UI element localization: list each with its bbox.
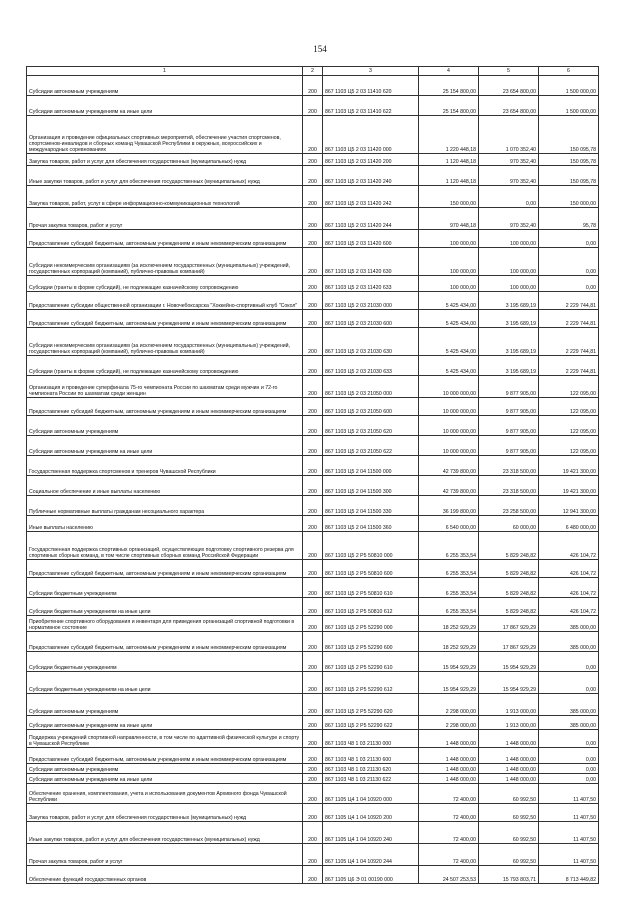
row-code-cell: 200 bbox=[303, 456, 323, 476]
row-code-cell: 200 bbox=[303, 436, 323, 456]
row-kbk-cell: 867 1103 Ц5 2 03 11410 622 bbox=[323, 96, 419, 116]
row-executed-cell: 23 318 500,00 bbox=[479, 476, 539, 496]
table-row bbox=[27, 716, 599, 730]
row-unexecuted-cell: 19 421 300,00 bbox=[539, 456, 599, 476]
table-row bbox=[27, 476, 599, 496]
column-header: 4 bbox=[419, 67, 479, 76]
table-row bbox=[27, 532, 599, 560]
row-executed-cell: 9 877 905,00 bbox=[479, 398, 539, 416]
row-kbk-cell: 867 1103 Ч8 1 03 21130 622 bbox=[323, 774, 419, 784]
row-unexecuted-cell: 1 500 000,00 bbox=[539, 76, 599, 96]
row-name-cell: Публичные нормативные выплаты гражданам несоциального характера bbox=[27, 496, 303, 516]
row-unexecuted-cell: 0,00 bbox=[539, 248, 599, 276]
row-code-cell: 200 bbox=[303, 398, 323, 416]
table-row bbox=[27, 496, 599, 516]
row-approved-cell: 10 000 000,00 bbox=[419, 416, 479, 436]
row-kbk-cell: 867 1103 Ц5 2 03 11420 600 bbox=[323, 230, 419, 248]
table-row bbox=[27, 804, 599, 822]
row-unexecuted-cell: 0,00 bbox=[539, 748, 599, 764]
table-row bbox=[27, 822, 599, 844]
row-approved-cell: 18 252 929,29 bbox=[419, 616, 479, 632]
row-executed-cell: 60 992,50 bbox=[479, 784, 539, 804]
row-executed-cell: 1 913 000,00 bbox=[479, 694, 539, 716]
budget-table bbox=[26, 66, 599, 884]
row-executed-cell: 15 954 929,29 bbox=[479, 652, 539, 672]
row-name-cell: Организация и проведение суперфинала 75-го чемпионата России по шахматам среди мужчин и 72-го чемпионата России по шахматам среди женщин bbox=[27, 376, 303, 398]
column-header: 6 bbox=[539, 67, 599, 76]
row-name-cell: Прочая закупка товаров, работ и услуг bbox=[27, 844, 303, 866]
row-code-cell: 200 bbox=[303, 560, 323, 578]
row-kbk-cell: 867 1105 Ц4 1 04 10920 244 bbox=[323, 844, 419, 866]
table-row bbox=[27, 730, 599, 748]
column-header: 2 bbox=[303, 67, 323, 76]
row-unexecuted-cell: 385 000,00 bbox=[539, 694, 599, 716]
row-code-cell: 200 bbox=[303, 774, 323, 784]
row-unexecuted-cell: 385 000,00 bbox=[539, 716, 599, 730]
row-code-cell: 200 bbox=[303, 356, 323, 376]
row-code-cell: 200 bbox=[303, 632, 323, 652]
row-approved-cell: 2 298 000,00 bbox=[419, 716, 479, 730]
row-approved-cell: 100 000,00 bbox=[419, 230, 479, 248]
row-executed-cell: 15 793 803,71 bbox=[479, 866, 539, 884]
row-kbk-cell: 867 1103 Ц5 2 03 11410 620 bbox=[323, 76, 419, 96]
row-executed-cell: 5 829 248,82 bbox=[479, 598, 539, 616]
row-executed-cell: 15 954 929,29 bbox=[479, 672, 539, 694]
row-code-cell: 200 bbox=[303, 598, 323, 616]
row-code-cell: 200 bbox=[303, 476, 323, 496]
row-name-cell: Обеспечение функций государственных органов bbox=[27, 866, 303, 884]
row-executed-cell: 100 000,00 bbox=[479, 230, 539, 248]
row-kbk-cell: 867 1105 Ц6 Э 01 00190 000 bbox=[323, 866, 419, 884]
row-executed-cell: 970 352,40 bbox=[479, 154, 539, 166]
row-executed-cell: 1 070 352,40 bbox=[479, 116, 539, 154]
row-unexecuted-cell: 0,00 bbox=[539, 730, 599, 748]
row-approved-cell: 5 425 434,00 bbox=[419, 328, 479, 356]
row-code-cell: 200 bbox=[303, 804, 323, 822]
row-kbk-cell: 867 1103 Ч8 1 03 21130 000 bbox=[323, 730, 419, 748]
row-name-cell: Субсидии бюджетным учреждениям bbox=[27, 652, 303, 672]
row-unexecuted-cell: 6 480 000,00 bbox=[539, 516, 599, 532]
row-name-cell: Субсидии некоммерческим организациям (за исключением государственных (муниципальных) учреждений, государственных корпораций (компаний), публично-правовых компаний) bbox=[27, 248, 303, 276]
row-name-cell: Государственная поддержка спортивных организаций, осуществляющих подготовку спортивного резерва для спортивных сборных команд, в том числе спортивных сборных команд Российской Федерации bbox=[27, 532, 303, 560]
row-name-cell: Субсидии автономным учреждениям на иные цели bbox=[27, 716, 303, 730]
row-name-cell: Субсидии автономным учреждениям на иные цели bbox=[27, 774, 303, 784]
row-code-cell: 200 bbox=[303, 784, 323, 804]
row-kbk-cell: 867 1103 Ц5 2 03 11420 633 bbox=[323, 276, 419, 292]
table-row bbox=[27, 328, 599, 356]
row-name-cell: Государственная поддержка спортсменов и тренеров Чувашской Республики bbox=[27, 456, 303, 476]
row-approved-cell: 36 199 800,00 bbox=[419, 496, 479, 516]
row-unexecuted-cell: 426 104,72 bbox=[539, 598, 599, 616]
row-unexecuted-cell: 11 407,50 bbox=[539, 822, 599, 844]
row-unexecuted-cell: 0,00 bbox=[539, 276, 599, 292]
row-code-cell: 200 bbox=[303, 748, 323, 764]
row-kbk-cell: 867 1103 Ц5 2 03 11420 240 bbox=[323, 166, 419, 186]
row-approved-cell: 72 400,00 bbox=[419, 822, 479, 844]
row-executed-cell: 1 448 000,00 bbox=[479, 730, 539, 748]
row-executed-cell: 17 867 929,29 bbox=[479, 632, 539, 652]
row-executed-cell: 1 448 000,00 bbox=[479, 748, 539, 764]
row-code-cell: 200 bbox=[303, 822, 323, 844]
row-kbk-cell: 867 1103 Ч8 1 03 21130 620 bbox=[323, 764, 419, 774]
row-approved-cell: 5 425 434,00 bbox=[419, 310, 479, 328]
row-kbk-cell: 867 1103 Ц5 2 P5 52290 000 bbox=[323, 616, 419, 632]
row-code-cell: 200 bbox=[303, 292, 323, 310]
row-approved-cell: 72 400,00 bbox=[419, 844, 479, 866]
table-row bbox=[27, 748, 599, 764]
row-name-cell: Предоставление субсидий бюджетным, автономным учреждениям и иным некоммерческим организациям bbox=[27, 230, 303, 248]
row-unexecuted-cell: 1 500 000,00 bbox=[539, 96, 599, 116]
row-name-cell: Субсидии бюджетным учреждениям на иные цели bbox=[27, 672, 303, 694]
row-name-cell: Закупка товаров, работ и услуг для обеспечения государственных (муниципальных) нужд bbox=[27, 804, 303, 822]
row-kbk-cell: 867 1103 Ц5 2 P5 52290 620 bbox=[323, 694, 419, 716]
row-executed-cell: 3 195 689,19 bbox=[479, 328, 539, 356]
row-kbk-cell: 867 1103 Ц5 2 03 21030 000 bbox=[323, 292, 419, 310]
column-header: 1 bbox=[27, 67, 303, 76]
row-name-cell: Иные выплаты населению bbox=[27, 516, 303, 532]
row-kbk-cell: 867 1103 Ц5 2 03 21030 600 bbox=[323, 310, 419, 328]
row-kbk-cell: 867 1103 Ц5 2 03 21050 622 bbox=[323, 436, 419, 456]
row-code-cell: 200 bbox=[303, 716, 323, 730]
row-code-cell: 200 bbox=[303, 186, 323, 208]
row-kbk-cell: 867 1103 Ц5 2 03 11420 244 bbox=[323, 208, 419, 230]
row-kbk-cell: 867 1103 Ц5 2 P5 50810 612 bbox=[323, 598, 419, 616]
table-row bbox=[27, 578, 599, 598]
row-unexecuted-cell: 8 713 449,82 bbox=[539, 866, 599, 884]
row-executed-cell: 3 195 689,19 bbox=[479, 356, 539, 376]
row-executed-cell: 5 829 248,82 bbox=[479, 560, 539, 578]
table-row bbox=[27, 844, 599, 866]
row-unexecuted-cell: 2 229 744,81 bbox=[539, 328, 599, 356]
row-executed-cell: 970 352,40 bbox=[479, 208, 539, 230]
row-approved-cell: 25 154 800,00 bbox=[419, 76, 479, 96]
row-kbk-cell: 867 1103 Ц5 2 P5 52290 622 bbox=[323, 716, 419, 730]
table-row bbox=[27, 616, 599, 632]
row-name-cell: Иные закупки товаров, работ и услуг для обеспечения государственных (муниципальных) нужд bbox=[27, 822, 303, 844]
table-row bbox=[27, 230, 599, 248]
table-row bbox=[27, 154, 599, 166]
row-unexecuted-cell: 0,00 bbox=[539, 764, 599, 774]
row-name-cell: Субсидии (гранты в форме субсидий), не подлежащие казначейскому сопровождению bbox=[27, 276, 303, 292]
row-code-cell: 200 bbox=[303, 616, 323, 632]
row-code-cell: 200 bbox=[303, 496, 323, 516]
row-unexecuted-cell: 385 000,00 bbox=[539, 632, 599, 652]
row-approved-cell: 15 954 929,29 bbox=[419, 672, 479, 694]
row-approved-cell: 18 252 929,29 bbox=[419, 632, 479, 652]
table-row bbox=[27, 166, 599, 186]
row-code-cell: 200 bbox=[303, 230, 323, 248]
row-name-cell: Предоставление субсидий бюджетным, автономным учреждениям и иным некоммерческим организациям bbox=[27, 748, 303, 764]
row-unexecuted-cell: 150 095,78 bbox=[539, 154, 599, 166]
row-name-cell: Предоставление субсидий бюджетным, автономным учреждениям и иным некоммерческим организациям bbox=[27, 632, 303, 652]
table-row bbox=[27, 784, 599, 804]
row-unexecuted-cell: 0,00 bbox=[539, 774, 599, 784]
row-executed-cell: 5 829 248,82 bbox=[479, 532, 539, 560]
row-kbk-cell: 867 1103 Ц5 2 03 21050 600 bbox=[323, 398, 419, 416]
row-approved-cell: 10 000 000,00 bbox=[419, 398, 479, 416]
row-name-cell: Закупка товаров, работ, услуг в сфере информационно-коммуникационных технологий bbox=[27, 186, 303, 208]
row-executed-cell: 1 448 000,00 bbox=[479, 774, 539, 784]
row-kbk-cell: 867 1103 Ц5 2 03 11420 000 bbox=[323, 116, 419, 154]
row-approved-cell: 5 425 434,00 bbox=[419, 292, 479, 310]
row-executed-cell: 60 000,00 bbox=[479, 516, 539, 532]
row-executed-cell: 9 877 905,00 bbox=[479, 416, 539, 436]
table-row bbox=[27, 310, 599, 328]
row-name-cell: Субсидии (гранты в форме субсидий), не подлежащие казначейскому сопровождению bbox=[27, 356, 303, 376]
row-executed-cell: 9 877 905,00 bbox=[479, 376, 539, 398]
row-unexecuted-cell: 11 407,50 bbox=[539, 784, 599, 804]
row-unexecuted-cell: 150 095,78 bbox=[539, 116, 599, 154]
table-row bbox=[27, 208, 599, 230]
row-kbk-cell: 867 1103 Ц5 2 03 21050 000 bbox=[323, 376, 419, 398]
row-name-cell: Субсидии автономным учреждениям bbox=[27, 416, 303, 436]
table-row bbox=[27, 276, 599, 292]
row-name-cell: Предоставление субсидий бюджетным, автономным учреждениям и иным некоммерческим организациям bbox=[27, 560, 303, 578]
row-unexecuted-cell: 426 104,72 bbox=[539, 578, 599, 598]
row-code-cell: 200 bbox=[303, 516, 323, 532]
row-executed-cell: 23 318 500,00 bbox=[479, 456, 539, 476]
row-approved-cell: 1 448 000,00 bbox=[419, 730, 479, 748]
row-approved-cell: 24 507 253,53 bbox=[419, 866, 479, 884]
row-approved-cell: 1 448 000,00 bbox=[419, 774, 479, 784]
row-kbk-cell: 867 1103 Ц5 2 03 21030 630 bbox=[323, 328, 419, 356]
row-approved-cell: 100 000,00 bbox=[419, 276, 479, 292]
row-code-cell: 200 bbox=[303, 416, 323, 436]
row-approved-cell: 15 954 929,29 bbox=[419, 652, 479, 672]
table-row bbox=[27, 764, 599, 774]
row-approved-cell: 6 255 353,54 bbox=[419, 598, 479, 616]
row-unexecuted-cell: 0,00 bbox=[539, 672, 599, 694]
row-approved-cell: 1 120 448,18 bbox=[419, 154, 479, 166]
table-header-row bbox=[27, 67, 599, 76]
row-executed-cell: 23 258 500,00 bbox=[479, 496, 539, 516]
row-name-cell: Социальное обеспечение и иные выплаты населению bbox=[27, 476, 303, 496]
row-executed-cell: 60 992,50 bbox=[479, 822, 539, 844]
table-row bbox=[27, 356, 599, 376]
row-unexecuted-cell: 122 095,00 bbox=[539, 436, 599, 456]
table-row bbox=[27, 292, 599, 310]
table-row bbox=[27, 116, 599, 154]
row-approved-cell: 970 448,18 bbox=[419, 208, 479, 230]
column-header: 5 bbox=[479, 67, 539, 76]
row-executed-cell: 5 829 248,82 bbox=[479, 578, 539, 598]
table-row bbox=[27, 398, 599, 416]
row-approved-cell: 1 448 000,00 bbox=[419, 764, 479, 774]
row-executed-cell: 100 000,00 bbox=[479, 248, 539, 276]
row-name-cell: Приобретение спортивного оборудования и инвентаря для приведения организаций спортивной подготовки в нормативное состояние bbox=[27, 616, 303, 632]
row-unexecuted-cell: 11 407,50 bbox=[539, 804, 599, 822]
table-row bbox=[27, 96, 599, 116]
row-kbk-cell: 867 1105 Ц4 1 04 10920 240 bbox=[323, 822, 419, 844]
row-executed-cell: 100 000,00 bbox=[479, 276, 539, 292]
row-approved-cell: 1 120 448,18 bbox=[419, 166, 479, 186]
row-code-cell: 200 bbox=[303, 376, 323, 398]
row-name-cell: Организация и проведение официальных спортивных мероприятий, обеспечение участия спортсменов, спортсменов-инвалидов и сборных команд Чувашской Республики в окружных, всероссийских и международных соревнованиях bbox=[27, 116, 303, 154]
table-row bbox=[27, 516, 599, 532]
row-kbk-cell: 867 1103 Ц5 2 03 21050 620 bbox=[323, 416, 419, 436]
row-name-cell: Поддержка учреждений спортивной направленности, в том числе по адаптивной физической культуре и спорту в Чувашской Республике bbox=[27, 730, 303, 748]
row-code-cell: 200 bbox=[303, 652, 323, 672]
row-executed-cell: 3 195 689,19 bbox=[479, 310, 539, 328]
row-approved-cell: 6 255 353,54 bbox=[419, 578, 479, 598]
row-name-cell: Субсидии автономным учреждениям bbox=[27, 764, 303, 774]
row-kbk-cell: 867 1105 Ц4 1 04 10920 200 bbox=[323, 804, 419, 822]
table-row bbox=[27, 416, 599, 436]
row-name-cell: Субсидии бюджетным учреждениям bbox=[27, 578, 303, 598]
table-row bbox=[27, 436, 599, 456]
row-executed-cell: 60 992,50 bbox=[479, 804, 539, 822]
row-executed-cell: 23 654 800,00 bbox=[479, 96, 539, 116]
row-executed-cell: 970 352,40 bbox=[479, 166, 539, 186]
row-approved-cell: 72 400,00 bbox=[419, 784, 479, 804]
table-row bbox=[27, 672, 599, 694]
row-kbk-cell: 867 1103 Ц5 2 03 21030 633 bbox=[323, 356, 419, 376]
row-kbk-cell: 867 1103 Ц5 2 04 11500 330 bbox=[323, 496, 419, 516]
row-name-cell: Субсидии бюджетным учреждениям на иные цели bbox=[27, 598, 303, 616]
row-kbk-cell: 867 1103 Ц5 2 03 11420 200 bbox=[323, 154, 419, 166]
row-name-cell: Субсидии автономным учреждениям на иные цели bbox=[27, 96, 303, 116]
table-row bbox=[27, 652, 599, 672]
row-kbk-cell: 867 1103 Ц5 2 04 11500 000 bbox=[323, 456, 419, 476]
row-approved-cell: 1 220 448,18 bbox=[419, 116, 479, 154]
row-unexecuted-cell: 122 095,00 bbox=[539, 416, 599, 436]
table-row bbox=[27, 186, 599, 208]
row-code-cell: 200 bbox=[303, 76, 323, 96]
row-approved-cell: 10 000 000,00 bbox=[419, 376, 479, 398]
row-unexecuted-cell: 150 000,00 bbox=[539, 186, 599, 208]
row-code-cell: 200 bbox=[303, 672, 323, 694]
row-approved-cell: 150 000,00 bbox=[419, 186, 479, 208]
row-unexecuted-cell: 122 095,00 bbox=[539, 376, 599, 398]
row-code-cell: 200 bbox=[303, 694, 323, 716]
row-unexecuted-cell: 0,00 bbox=[539, 230, 599, 248]
table-row bbox=[27, 866, 599, 884]
row-approved-cell: 100 000,00 bbox=[419, 248, 479, 276]
row-kbk-cell: 867 1103 Ц5 2 P5 52290 610 bbox=[323, 652, 419, 672]
table-row bbox=[27, 560, 599, 578]
table-row bbox=[27, 598, 599, 616]
row-unexecuted-cell: 426 104,72 bbox=[539, 532, 599, 560]
row-kbk-cell: 867 1103 Ц5 2 P5 50810 600 bbox=[323, 560, 419, 578]
row-unexecuted-cell: 11 407,50 bbox=[539, 844, 599, 866]
row-kbk-cell: 867 1103 Ч8 1 03 21130 600 bbox=[323, 748, 419, 764]
row-executed-cell: 9 877 905,00 bbox=[479, 436, 539, 456]
row-kbk-cell: 867 1103 Ц5 2 P5 52290 612 bbox=[323, 672, 419, 694]
row-code-cell: 200 bbox=[303, 532, 323, 560]
row-code-cell: 200 bbox=[303, 166, 323, 186]
row-approved-cell: 6 255 353,54 bbox=[419, 532, 479, 560]
row-kbk-cell: 867 1103 Ц5 2 03 11420 242 bbox=[323, 186, 419, 208]
row-name-cell: Предоставление субсидии общественной организации г. Новочебоксарска "Хоккейно-спортивный клуб "Сокол" bbox=[27, 292, 303, 310]
table-row bbox=[27, 632, 599, 652]
row-unexecuted-cell: 19 421 300,00 bbox=[539, 476, 599, 496]
row-name-cell: Субсидии автономным учреждениям bbox=[27, 76, 303, 96]
row-unexecuted-cell: 12 941 300,00 bbox=[539, 496, 599, 516]
row-name-cell: Иные закупки товаров, работ и услуг для обеспечения государственных (муниципальных) нужд bbox=[27, 166, 303, 186]
row-executed-cell: 1 448 000,00 bbox=[479, 764, 539, 774]
row-unexecuted-cell: 385 000,00 bbox=[539, 616, 599, 632]
row-approved-cell: 42 739 800,00 bbox=[419, 476, 479, 496]
row-kbk-cell: 867 1103 Ц5 2 04 11500 360 bbox=[323, 516, 419, 532]
table-row bbox=[27, 376, 599, 398]
row-approved-cell: 42 739 800,00 bbox=[419, 456, 479, 476]
row-unexecuted-cell: 2 229 744,81 bbox=[539, 356, 599, 376]
row-kbk-cell: 867 1103 Ц5 2 P5 50810 610 bbox=[323, 578, 419, 598]
row-kbk-cell: 867 1103 Ц5 2 P5 50810 000 bbox=[323, 532, 419, 560]
row-approved-cell: 5 425 434,00 bbox=[419, 356, 479, 376]
row-unexecuted-cell: 95,78 bbox=[539, 208, 599, 230]
row-code-cell: 200 bbox=[303, 764, 323, 774]
row-executed-cell: 0,00 bbox=[479, 186, 539, 208]
row-approved-cell: 25 154 800,00 bbox=[419, 96, 479, 116]
row-name-cell: Обеспечение хранения, комплектования, учета и использования документов Архивного фонда Чувашской Республики bbox=[27, 784, 303, 804]
row-kbk-cell: 867 1105 Ц4 1 04 10920 000 bbox=[323, 784, 419, 804]
row-code-cell: 200 bbox=[303, 578, 323, 598]
column-header: 3 bbox=[323, 67, 419, 76]
row-approved-cell: 2 298 000,00 bbox=[419, 694, 479, 716]
row-code-cell: 200 bbox=[303, 844, 323, 866]
row-kbk-cell: 867 1103 Ц5 2 04 11500 300 bbox=[323, 476, 419, 496]
row-approved-cell: 1 448 000,00 bbox=[419, 748, 479, 764]
table-row bbox=[27, 76, 599, 96]
row-name-cell: Субсидии автономным учреждениям bbox=[27, 694, 303, 716]
row-unexecuted-cell: 150 095,78 bbox=[539, 166, 599, 186]
row-executed-cell: 1 913 000,00 bbox=[479, 716, 539, 730]
row-name-cell: Субсидии некоммерческим организациям (за исключением государственных (муниципальных) учреждений, государственных корпораций (компаний), публично-правовых компаний) bbox=[27, 328, 303, 356]
row-code-cell: 200 bbox=[303, 866, 323, 884]
row-executed-cell: 23 654 800,00 bbox=[479, 76, 539, 96]
row-unexecuted-cell: 2 229 744,81 bbox=[539, 292, 599, 310]
row-name-cell: Закупка товаров, работ и услуг для обеспечения государственных (муниципальных) нужд bbox=[27, 154, 303, 166]
row-kbk-cell: 867 1103 Ц5 2 P5 52290 600 bbox=[323, 632, 419, 652]
row-executed-cell: 60 992,50 bbox=[479, 844, 539, 866]
row-code-cell: 200 bbox=[303, 730, 323, 748]
row-name-cell: Прочая закупка товаров, работ и услуг bbox=[27, 208, 303, 230]
table-row bbox=[27, 456, 599, 476]
row-code-cell: 200 bbox=[303, 116, 323, 154]
table-row bbox=[27, 774, 599, 784]
row-approved-cell: 6 255 353,54 bbox=[419, 560, 479, 578]
row-unexecuted-cell: 2 229 744,81 bbox=[539, 310, 599, 328]
row-name-cell: Предоставление субсидий бюджетным, автономным учреждениям и иным некоммерческим организациям bbox=[27, 310, 303, 328]
row-executed-cell: 17 867 929,29 bbox=[479, 616, 539, 632]
row-code-cell: 200 bbox=[303, 96, 323, 116]
row-approved-cell: 6 540 000,00 bbox=[419, 516, 479, 532]
row-unexecuted-cell: 0,00 bbox=[539, 652, 599, 672]
table-row bbox=[27, 694, 599, 716]
row-code-cell: 200 bbox=[303, 328, 323, 356]
page-number: 154 bbox=[313, 44, 327, 54]
row-code-cell: 200 bbox=[303, 154, 323, 166]
row-name-cell: Субсидии автономным учреждениям на иные цели bbox=[27, 436, 303, 456]
row-code-cell: 200 bbox=[303, 248, 323, 276]
row-name-cell: Предоставление субсидий бюджетным, автономным учреждениям и иным некоммерческим организациям bbox=[27, 398, 303, 416]
row-code-cell: 200 bbox=[303, 208, 323, 230]
row-executed-cell: 3 195 689,19 bbox=[479, 292, 539, 310]
row-unexecuted-cell: 426 104,72 bbox=[539, 560, 599, 578]
row-unexecuted-cell: 122 095,00 bbox=[539, 398, 599, 416]
table-body bbox=[27, 76, 599, 884]
row-approved-cell: 10 000 000,00 bbox=[419, 436, 479, 456]
row-code-cell: 200 bbox=[303, 310, 323, 328]
row-code-cell: 200 bbox=[303, 276, 323, 292]
row-approved-cell: 72 400,00 bbox=[419, 804, 479, 822]
table-row bbox=[27, 248, 599, 276]
row-kbk-cell: 867 1103 Ц5 2 03 11420 630 bbox=[323, 248, 419, 276]
